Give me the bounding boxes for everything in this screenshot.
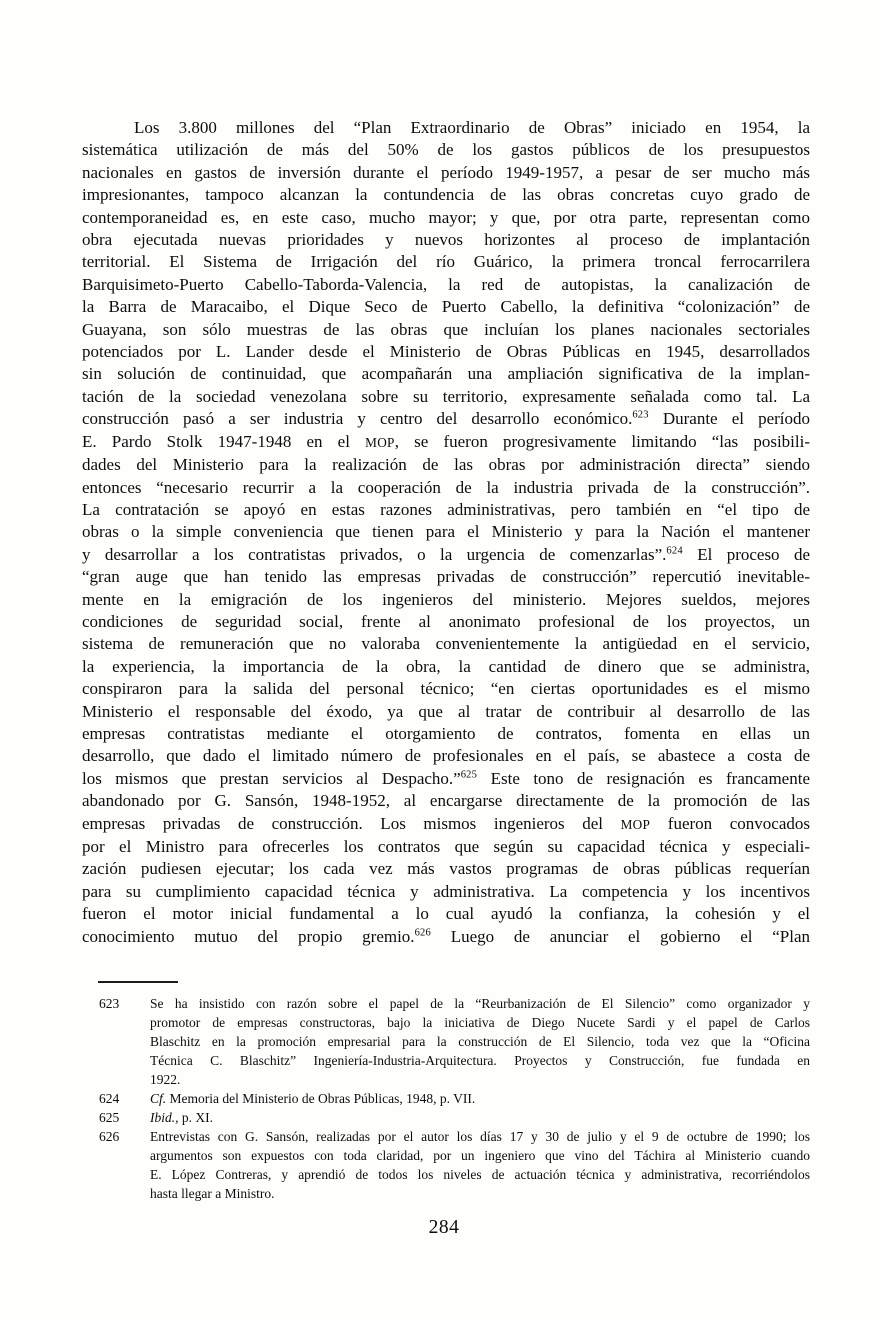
body-line <box>82 477 810 499</box>
text-segment: sistema de remuneración que no valoraba convenientemente la antigüedad en el servicio, <box>82 634 810 654</box>
text-segment: obra ejecutada nuevas prioridades y nuevos horizontes al proceso de implantación <box>82 230 810 250</box>
body-line <box>82 633 810 655</box>
footnote-text <box>150 1108 810 1127</box>
text-segment: promotor de empresas constructoras, bajo la iniciativa de Diego Nucete Sardi y el papel de Carlos <box>150 1015 810 1030</box>
text-segment: Durante el período <box>648 409 811 429</box>
body-line <box>82 589 810 611</box>
footnote <box>99 994 810 1089</box>
text-segment: empresas privadas de construcción. Los mismos ingenieros del <box>82 813 621 833</box>
footnote-number: 623 <box>99 996 120 1011</box>
text-segment: Se ha insistido con razón sobre el papel de la “Reurbanización de El Silencio” como organizador y <box>150 996 810 1011</box>
footnote-line <box>150 1184 810 1203</box>
body-line <box>82 881 810 903</box>
text-segment: la experiencia, la importancia de la obra, la cantidad de dinero que se administra, <box>82 656 810 676</box>
body-line <box>82 701 810 723</box>
text-segment: fueron convocados <box>650 813 810 833</box>
footnote-line <box>150 1051 810 1070</box>
text-segment: dades del Ministerio para la realización de las obras por administración directa” siendo <box>82 455 810 475</box>
footnote-text <box>150 1089 810 1108</box>
text-segment: , se fueron progresivamente limitando “las posibili- <box>394 431 810 451</box>
text-segment: Guayana, son sólo muestras de las obras que incluían los planes nacionales sectoriales <box>82 319 810 339</box>
body-line <box>82 229 810 251</box>
footnote-line <box>150 1165 810 1184</box>
text-segment: argumentos son expuestos con toda claridad, por un ingeniero que vino del Táchira al Ministerio cuando <box>150 1148 810 1163</box>
text-segment: zación pudiesen ejecutar; los cada vez más vastos programas de obras públicas requerían <box>82 859 810 879</box>
body-line <box>82 745 810 767</box>
text-segment: nacionales en gastos de inversión durante el período 1949-1957, a pesar de ser mucho más <box>82 162 810 182</box>
text-segment: condiciones de seguridad social, frente al anonimato profesional de los proyectos, un <box>82 611 810 631</box>
text-segment: obras o la simple conveniencia que tienen para el Ministerio y para la Nación el mantener <box>82 522 810 542</box>
text-segment: Memoria del Ministerio de Obras Públicas, 1948, p. VII. <box>166 1091 476 1106</box>
body-line <box>82 611 810 633</box>
footnote-line <box>150 1070 810 1089</box>
text-segment: hasta llegar a Ministro. <box>150 1186 275 1201</box>
text-segment: E. López Contreras, y aprendió de todos los niveles de actuación técnica y administrativa, recorriéndolos <box>150 1167 810 1182</box>
body-line <box>82 251 810 273</box>
footnote-line <box>150 1032 810 1051</box>
body-line <box>82 162 810 184</box>
body-line <box>82 813 810 836</box>
italic-text: Ibid., <box>150 1110 179 1125</box>
footnote-number: 626 <box>99 1129 120 1144</box>
footnote-number: 624 <box>99 1091 120 1106</box>
footnotes <box>99 994 810 1203</box>
footnote-line <box>150 1089 810 1108</box>
footnote-text <box>150 994 810 1089</box>
text-segment: contemporaneidad es, en este caso, mucho mayor; y que, por otra parte, representan como <box>82 207 810 227</box>
footnote-line <box>150 1127 810 1146</box>
body-line <box>82 903 810 925</box>
text-segment: 1922. <box>150 1072 181 1087</box>
body-line <box>82 386 810 408</box>
text-segment: potenciados por L. Lander desde el Ministerio de Obras Públicas en 1945, desarrollados <box>82 342 810 362</box>
body-line <box>82 656 810 678</box>
footnote-line <box>150 1108 810 1127</box>
text-segment: “gran auge que han tenido las empresas privadas de construcción” repercutió inevitable- <box>82 567 810 587</box>
smallcaps-text: MOP <box>620 816 651 832</box>
smallcaps-text: MOP <box>365 434 395 450</box>
text-segment: E. Pardo Stolk 1947-1948 en el <box>82 431 366 451</box>
body-line <box>82 566 810 588</box>
text-segment: El proceso de <box>682 544 810 564</box>
footnote-line <box>150 994 810 1013</box>
footnote <box>99 1108 810 1127</box>
text-segment: Luego de anunciar el gobierno el “Plan <box>430 926 810 946</box>
text-segment: construcción pasó a ser industria y centro del desarrollo económico. <box>82 409 633 429</box>
footnote <box>99 1127 810 1203</box>
text-segment: empresas contratistas mediante el otorgamiento de contratos, fomenta en ellas un <box>82 723 810 743</box>
text-segment: por el Ministro para ofrecerles los contratos que según su capacidad técnica y especiali- <box>82 837 810 856</box>
footnote-separator-rule <box>98 981 178 983</box>
text-segment: territorial. El Sistema de Irrigación del río Guárico, la primera troncal ferrocarrilera <box>82 252 810 272</box>
body-line <box>82 363 810 385</box>
text-segment: Entrevistas con G. Sansón, realizadas por el autor los días 17 y 30 de julio y el 9 de octubre de 1990; los <box>150 1129 810 1144</box>
body-line <box>82 408 810 430</box>
text-segment: abandonado por G. Sansón, 1948-1952, al encargarse directamente de la promoción de las <box>82 791 810 811</box>
text-segment: Técnica C. Blaschitz” Ingeniería-Industria-Arquitectura. Proyectos y Construcción, fue fundada en <box>150 1053 810 1068</box>
text-segment: La contratación se apoyó en estas razones administrativas, pero también en “el tipo de <box>82 499 810 519</box>
footnote-marker: 626 <box>414 926 431 938</box>
text-segment: fueron el motor inicial fundamental a lo cual ayudó la confianza, la cohesión y el <box>82 904 810 924</box>
text-segment: para su cumplimiento capacidad técnica y administrativa. La competencia y los incentivos <box>82 881 810 901</box>
text-segment: conocimiento mutuo del propio gremio. <box>82 926 415 946</box>
body-line <box>82 678 810 700</box>
body-line <box>82 274 810 296</box>
body-line <box>82 499 810 521</box>
page-number: 284 <box>428 1217 460 1238</box>
body-line <box>82 926 810 948</box>
footnote-marker: 625 <box>460 769 478 781</box>
text-segment: conspiraron para la salida del personal técnico; “en ciertas oportunidades es el mismo <box>82 679 810 699</box>
body-line <box>82 319 810 341</box>
text-segment: tación de la sociedad venezolana sobre su territorio, expresamente señalada como tal. La <box>82 386 810 406</box>
body-line <box>82 723 810 745</box>
footnote-line <box>150 1146 810 1165</box>
footnote-marker: 623 <box>632 409 649 421</box>
text-segment: la Barra de Maracaibo, el Dique Seco de Puerto Cabello, la definitiva “colonización” de <box>82 297 810 317</box>
footnote-marker: 624 <box>666 545 683 557</box>
text-segment: impresionantes, tampoco alcanzan la contundencia de las obras concretas cuyo grado de <box>82 185 810 205</box>
text-segment: Barquisimeto-Puerto Cabello-Taborda-Valencia, la red de autopistas, la canalización de <box>82 274 810 294</box>
body-line <box>82 139 810 161</box>
body-line <box>82 858 810 880</box>
text-segment: p. XI. <box>178 1110 213 1125</box>
body-line <box>82 296 810 318</box>
footnote <box>99 1089 810 1108</box>
italic-text: Cf. <box>150 1091 167 1106</box>
body-line <box>82 341 810 363</box>
body-line <box>82 117 810 139</box>
text-segment: entonces “necesario recurrir a la cooperación de la industria privada de la construcción”. <box>82 477 810 497</box>
body-line <box>82 431 810 454</box>
body-line <box>82 521 810 543</box>
text-segment: Ministerio el responsable del éxodo, ya que al tratar de contribuir al desarrollo de las <box>82 701 810 721</box>
body-text <box>82 117 810 948</box>
text-segment: Los 3.800 millones del “Plan Extraordinario de Obras” iniciado en 1954, la <box>134 118 810 137</box>
text-segment: sistemática utilización de más del 50% de los gastos públicos de los presupuestos <box>82 140 810 160</box>
body-line <box>82 790 810 812</box>
footnote-line <box>150 1013 810 1032</box>
text-segment: y desarrollar a los contratistas privados, o la urgencia de comenzarlas”. <box>82 544 667 564</box>
footnote-text <box>150 1127 810 1203</box>
body-line <box>82 454 810 476</box>
body-line <box>82 544 810 566</box>
body-line <box>82 184 810 206</box>
text-segment: los mismos que prestan servicios al Despacho.” <box>82 768 461 788</box>
text-segment: mente en la emigración de los ingenieros del ministerio. Mejores sueldos, mejores <box>82 589 810 609</box>
text-segment: Este tono de resignación es francamente <box>477 768 810 788</box>
text-segment: Blaschitz en la promoción empresarial para la construcción de El Silencio, toda vez que la “Oficina <box>150 1034 810 1049</box>
text-segment: desarrollo, que dado el limitado número de profesionales en el país, se abastece a costa de <box>82 746 810 766</box>
text-segment: sin solución de continuidad, que acompañarán una ampliación significativa de la implan- <box>82 364 810 384</box>
body-line <box>82 768 810 790</box>
body-line <box>82 207 810 229</box>
body-line <box>82 836 810 858</box>
footnote-number: 625 <box>99 1110 120 1125</box>
